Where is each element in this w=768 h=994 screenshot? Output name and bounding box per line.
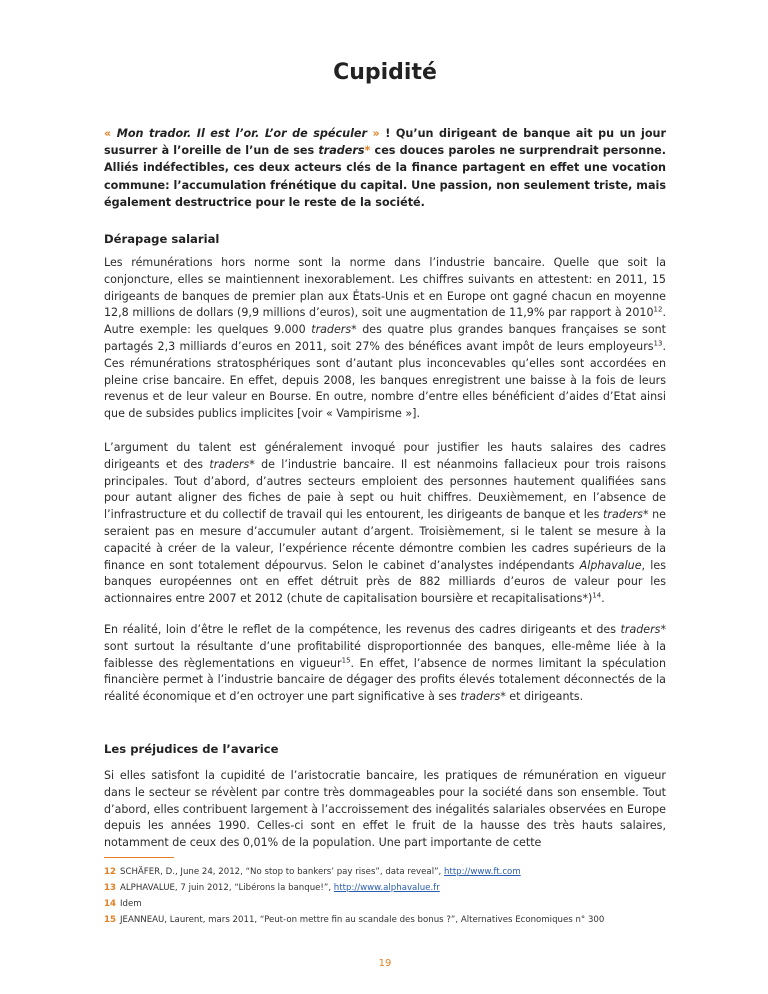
text: . Ces rémunérations stratosphériques sont d’autant plus inconcevables qu’elles sont accordées en pleine crise bancaire. En effet, depuis 2008, les banques enregistrent une baisse à la fois de leurs revenus et de leur valeur en Bourse. En outre, nombre d’entre elles bénéficient d’aides d’Etat ainsi que de subsides publics implicites [voir « Vampirisme »]. (104, 339, 666, 421)
paragraph-4: Si elles satisfont la cupidité de l’aristocratie bancaire, les pratiques de rémunération en vigueur dans le secteur se révèlent par contre très dommageables pour la société dans son ensemble. Tout d’abord, elles contribuent largement à l’accroissement des inégalités salariales observées en Europe depuis les années 1990. Celles-ci sont en effet le fruit de la hausse des très hauts salaires, notamment de ceux des 0,01% de la population. Une part importante de cette (104, 769, 666, 850)
footnote-text: JEANNEAU, Laurent, mars 2011, “Peut-on mettre fin au scandale des bonus ?”, Alternatives Economiques n° 300 (120, 915, 605, 925)
footnote-ref-14[interactable]: 14 (592, 591, 602, 600)
paragraph-1 (104, 255, 666, 423)
traders-term: traders* (603, 508, 649, 522)
footnote-divider (104, 857, 174, 858)
footnote-ref-13[interactable]: 13 (653, 339, 663, 348)
alphavalue-term: Alphavalue (579, 558, 642, 572)
text: . (601, 592, 605, 606)
intro-paragraph: « Mon trador. Il est l’or. L’or de spéculer » ! Qu’un dirigeant de banque ait pu un jour susurrer à l’oreille de l’un de ses traders* ces douces paroles ne surprendrait personne. Alliés indéfectibles, ces deux acteurs clés de la finance partagent en effet une vocation commune: l’accumulation frénétique du capital. Une passion, non seulement triste, mais également destructrice pour le reste de la société. (104, 127, 666, 209)
footnote-number: 13 (104, 883, 116, 893)
traders-term: traders* (620, 623, 666, 636)
paragraph-3 (104, 622, 666, 706)
text: L’argument du talent est généralement invoqué pour justifier les hauts salaires des cadres dirigeants et des (104, 441, 666, 471)
footnote-14 (104, 898, 704, 910)
page-number: 19 (378, 958, 392, 969)
section-heading-prejudices: Les préjudices de l’avarice (104, 742, 279, 756)
text: . Autre exemple: les quelques 9.000 (104, 306, 666, 337)
footnote-ref-15[interactable]: 15 (341, 655, 351, 664)
intro-traders: traders (318, 144, 365, 158)
traders-term: traders* (460, 690, 506, 704)
page-title: Cupidité (333, 60, 437, 85)
text: En réalité, loin d’être le reflet de la compétence, les revenus des cadres dirigeants et des (104, 623, 621, 636)
text: des quatre plus grandes banques françaises se sont partagés 2,3 milliards d’euros en 2011, soit 27% des bénéfices avant impôt de leurs employeurs (104, 323, 666, 353)
footnote-number: 12 (104, 867, 116, 877)
footnote-text: SCHÄFER, D., June 24, 2012, “No stop to bankers’ pay rises”, data reveal”, (120, 867, 444, 877)
text: et dirigeants. (505, 690, 584, 704)
paragraph-2 (104, 440, 666, 608)
footnote-text: ALPHAVALUE, 7 juin 2012, “Libérons la banque!”, (120, 883, 334, 893)
footnote-link[interactable]: http://www.ft.com (444, 867, 521, 877)
intro-quote-open: « (104, 127, 117, 140)
text: sont surtout la résultante d’une profitabilité disproportionnée des banques, elle-même liée à la faiblesse des règlementations en vigueur (104, 639, 666, 670)
intro-quote-text: Mon trador. Il est l’or. L’or de spéculer (116, 127, 368, 140)
footnote-text: Idem (120, 899, 142, 909)
footnote-link[interactable]: http://www.alphavalue.fr (333, 883, 440, 893)
footnote-12 (104, 866, 704, 878)
intro-text-a: ! Qu’un dirigeant de banque ait pu un jour susurrer à l’oreille de l’un de ses (104, 127, 666, 158)
text: ne seraient pas en mesure d’accumuler autant d’argent. Troisièmement, si le talent se mesure à la capacité à créer de la valeur, l’expérience récente démontre combien les cadres supérieurs de la finance en sont totalement dépourvus. Selon le cabinet d’analystes indépendants (104, 508, 666, 572)
text: . En effet, l’absence de normes limitant la spéculation financière permet à l’industrie bancaire de dégager des profits élevés totalement déconnectés de la réalité économique et d’en octroyer une part significative à ses (104, 656, 666, 704)
intro-text-b: ces douces paroles ne surprendrait personne. Alliés indéfectibles, ces deux acteurs clés de la finance partagent en effet une vocation commune: l’accumulation frénétique du capital. Une passion, non seulement triste, mais également destructrice pour le reste de la société. (104, 144, 666, 209)
traders-term: traders* (311, 323, 357, 337)
footnote-number: 14 (104, 899, 116, 909)
text: Les rémunérations hors norme sont la norme dans l’industrie bancaire. Quelle que soit la conjoncture, elles se maintiennent inexorablement. Les chiffres suivants en attestent: en 2011, 15 dirigeants de banques de premier plan aux États-Unis et en Europe ont gagné chacun en moyenne 12,8 millions de dollars (9,9 millions d’euros), soit une augmentation de 11,9% par rapport à 2010 (104, 256, 666, 320)
footnote-number: 15 (104, 915, 116, 925)
footnote-ref-12[interactable]: 12 (653, 305, 663, 314)
footnote-15 (104, 914, 704, 926)
text: , les banques européennes ont en effet détruit près de 882 milliards d’euros de valeur pour les actionnaires entre 2007 et 2012 (chute de capitalisation boursière et recapitalisations*) (104, 558, 666, 606)
section-heading-derapage: Dérapage salarial (104, 232, 220, 246)
intro-quote-close: » (367, 127, 386, 140)
traders-term: traders* (209, 457, 255, 471)
footnote-13 (104, 882, 704, 894)
text: de l’industrie bancaire. Il est néanmoins fallacieux pour trois raisons principales. Tout d’abord, d’autres secteurs emploient des personnes hautement qualifiées sans pour autant aligner des fiches de paie à sept ou huit chiffres. Deuxièmement, en l’absence de l’infrastructure et du collectif de travail qui les entourent, les dirigeants de banque et les (104, 457, 666, 522)
